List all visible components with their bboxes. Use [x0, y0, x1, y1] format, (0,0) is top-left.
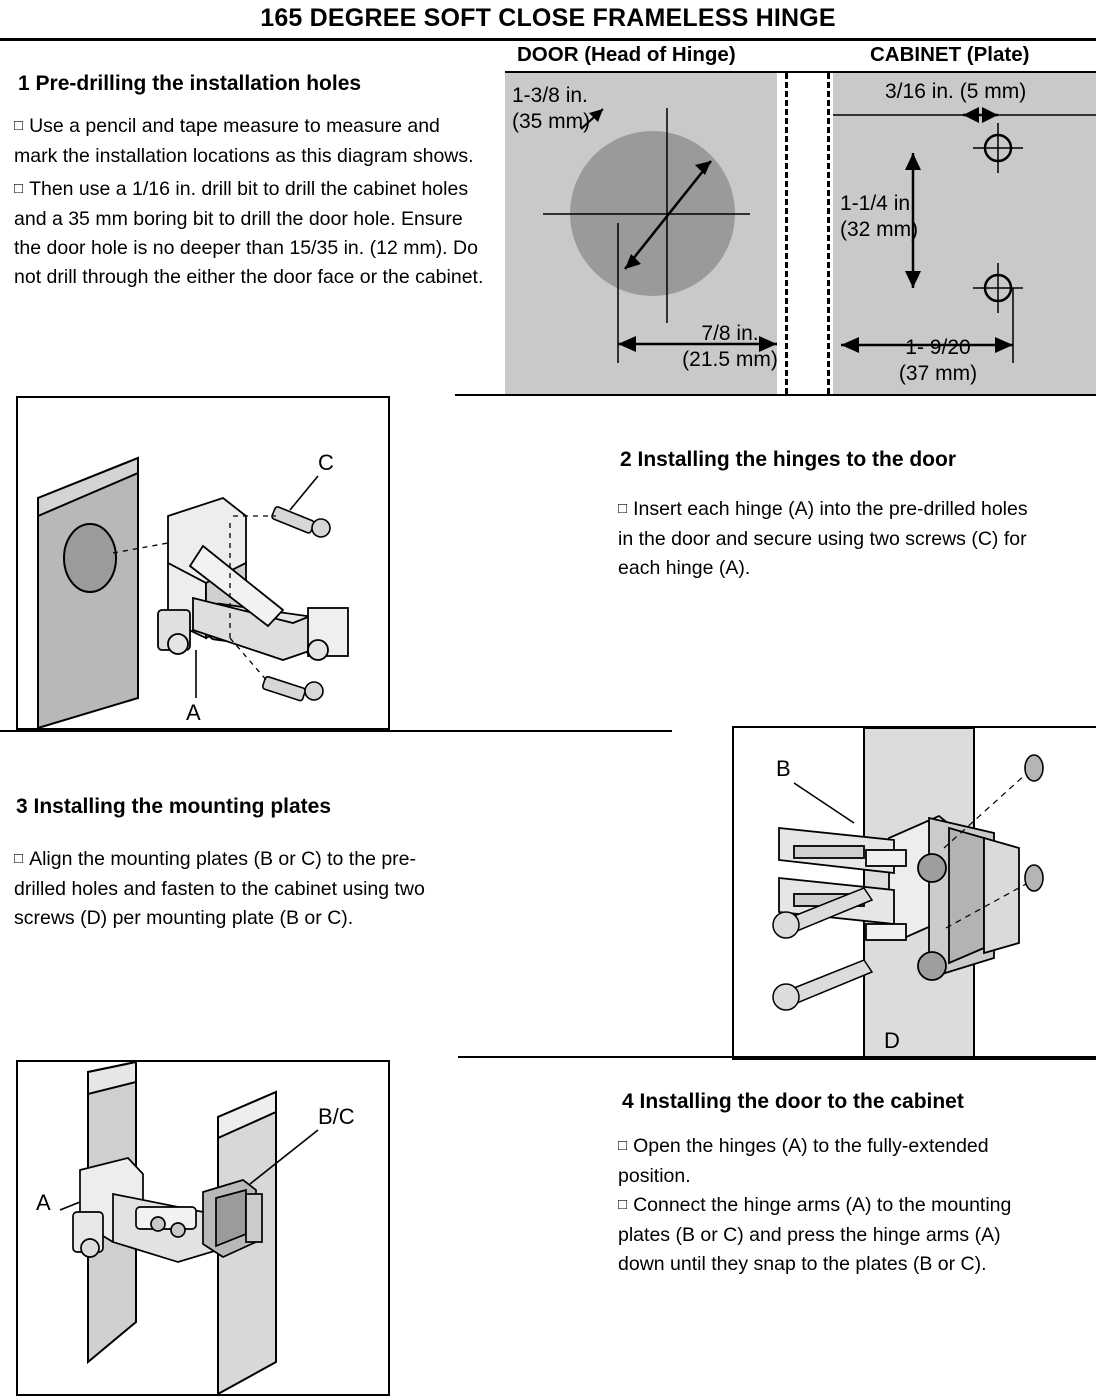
- plate-depth-dim: 1- 9/20 (37 mm): [898, 336, 978, 385]
- label-hinge-a-4: A: [36, 1190, 51, 1215]
- step-4-illustration: [16, 1060, 390, 1396]
- door-edge-dim: 7/8 in. (21.5 mm): [682, 322, 778, 371]
- step-4-divider: [458, 1056, 1096, 1058]
- door-panel-header: DOOR (Head of Hinge): [517, 43, 736, 66]
- cabinet-panel-header: CABINET (Plate): [870, 43, 1030, 66]
- step-4-bullet-1: Open the hinges (A) to the fully-extended position.: [618, 1135, 989, 1187]
- label-plate-bc: B/C: [318, 1104, 355, 1129]
- step-2-bullet-1: Insert each hinge (A) into the pre-drilled holes in the door and secure using two screws (C) for each hinge (A).: [618, 498, 1028, 579]
- step-4-bullet-2: Connect the hinge arms (A) to the mounting plates (B or C) and press the hinge arms (A) down until they snap to the plates (B or C).: [618, 1194, 1012, 1275]
- mounting-plate-drawing: [734, 728, 1096, 1058]
- step-2-illustration: [16, 396, 390, 730]
- door-to-cabinet-drawing: [18, 1062, 388, 1394]
- step-1-bullet-1: Use a pencil and tape measure to measure and mark the installation locations as this diagram shows.: [14, 115, 474, 167]
- hinge-door-drawing: [18, 398, 388, 728]
- step-1-heading: 1 Pre-drilling the installation holes: [18, 72, 362, 95]
- page-title: 165 DEGREE SOFT CLOSE FRAMELESS HINGE: [260, 4, 836, 32]
- step-3-heading: 3 Installing the mounting plates: [16, 795, 332, 818]
- label-screw-d: D: [884, 1028, 900, 1053]
- step-1-body: [14, 112, 484, 292]
- step-1-diagram: [455, 41, 1096, 396]
- label-screw-c: C: [318, 450, 334, 475]
- step-4-heading: 4 Installing the door to the cabinet: [622, 1090, 964, 1113]
- cabinet-dashed-edge: [827, 73, 830, 394]
- step-2-body: [618, 495, 1038, 583]
- step-4-body: [618, 1132, 1018, 1279]
- door-diameter-dim: 1-3/8 in. (35 mm): [512, 84, 591, 133]
- step-3-body: [14, 845, 444, 933]
- step-3-illustration: [732, 726, 1096, 1060]
- step-3-bullet-1: Align the mounting plates (B or C) to the pre-drilled holes and fasten to the cabinet using two screws (D) per mounting plate (B or C).: [14, 848, 425, 929]
- step-1-bullet-2: Then use a 1/16 in. drill bit to drill the cabinet holes and a 35 mm boring bit to drill the door hole. Ensure the door hole is no deeper than 15/35 in. (12 mm). Do not drill through the either the door face or the cabinet.: [14, 178, 484, 288]
- panel-bottom-divider: [455, 394, 1096, 396]
- plate-offset-dim: 3/16 in. (5 mm): [885, 80, 1027, 103]
- label-plate-b: B: [776, 756, 791, 781]
- step-2-heading: 2 Installing the hinges to the door: [620, 448, 957, 471]
- step-2-divider: [0, 730, 672, 732]
- plate-spacing-dim: 1-1/4 in. (32 mm): [840, 192, 919, 241]
- label-hinge-a: A: [186, 700, 201, 725]
